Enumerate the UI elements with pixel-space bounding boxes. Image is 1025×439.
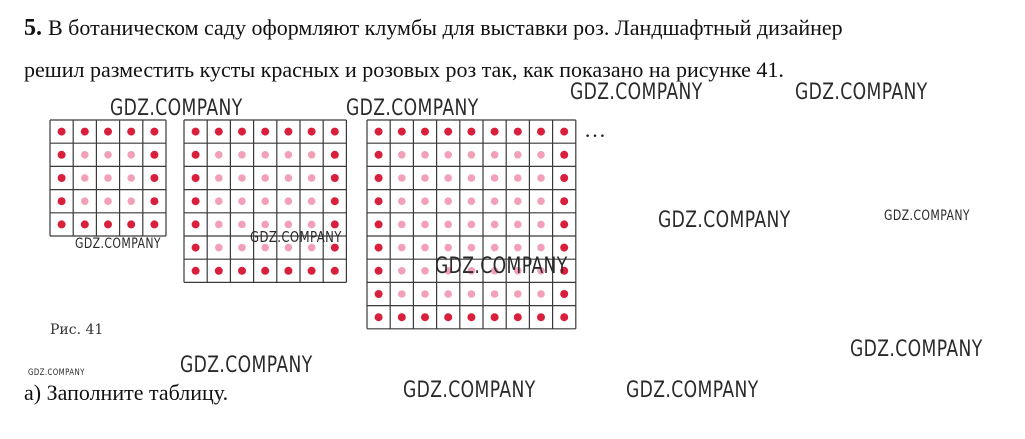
red-rose-dot <box>331 174 339 182</box>
pink-rose-dot <box>104 151 112 159</box>
grid-5x5 <box>50 120 166 236</box>
continuation-ellipsis: … <box>584 117 606 142</box>
red-rose-dot <box>375 174 383 182</box>
red-rose-dot <box>375 290 383 298</box>
red-rose-dot <box>560 290 568 298</box>
problem-number: 5. <box>24 15 42 41</box>
red-rose-dot <box>421 313 429 321</box>
red-rose-dot <box>560 197 568 205</box>
red-rose-dot <box>238 128 246 136</box>
pink-rose-dot <box>421 221 429 229</box>
pink-rose-dot <box>215 197 223 205</box>
red-rose-dot <box>58 128 66 136</box>
problem-text-1: В ботаническом саду оформляют клумбы для выставки роз. Ландшафтный дизайнер <box>48 15 843 40</box>
pink-rose-dot <box>514 151 522 159</box>
pink-rose-dot <box>238 151 246 159</box>
red-rose-dot <box>81 220 89 228</box>
red-rose-dot <box>398 128 406 136</box>
pink-rose-dot <box>514 290 522 298</box>
watermark: GDZ.COMPANY <box>403 378 536 403</box>
red-rose-dot <box>560 128 568 136</box>
red-rose-dot <box>375 244 383 252</box>
red-rose-dot <box>192 220 200 228</box>
pink-rose-dot <box>514 197 522 205</box>
pink-rose-dot <box>421 174 429 182</box>
red-rose-dot <box>150 151 158 159</box>
red-rose-dot <box>150 197 158 205</box>
watermark: GDZ.COMPANY <box>110 96 243 121</box>
pink-rose-dot <box>421 151 429 159</box>
red-rose-dot <box>58 197 66 205</box>
pink-rose-dot <box>398 221 406 229</box>
red-rose-dot <box>375 313 383 321</box>
pink-rose-dot <box>285 197 293 205</box>
pink-rose-dot <box>238 244 246 252</box>
red-rose-dot <box>58 174 66 182</box>
red-rose-dot <box>375 220 383 228</box>
pink-rose-dot <box>127 174 135 182</box>
pink-rose-dot <box>104 174 112 182</box>
red-rose-dot <box>491 313 499 321</box>
pink-rose-dot <box>491 290 499 298</box>
red-rose-dot <box>560 244 568 252</box>
red-rose-dot <box>215 267 223 275</box>
pink-rose-dot <box>514 221 522 229</box>
red-rose-dot <box>560 313 568 321</box>
red-rose-dot <box>560 174 568 182</box>
pink-rose-dot <box>285 174 293 182</box>
watermark: GDZ.COMPANY <box>850 337 983 362</box>
red-rose-dot <box>81 128 89 136</box>
red-rose-dot <box>467 128 475 136</box>
grid-9x9 <box>367 120 576 329</box>
pink-rose-dot <box>468 244 476 252</box>
red-rose-dot <box>308 128 316 136</box>
red-rose-dot <box>192 128 200 136</box>
red-rose-dot <box>58 151 66 159</box>
red-rose-dot <box>467 313 475 321</box>
pink-rose-dot <box>285 151 293 159</box>
pink-rose-dot <box>261 197 269 205</box>
pink-rose-dot <box>215 221 223 229</box>
red-rose-dot <box>192 151 200 159</box>
pink-rose-dot <box>491 197 499 205</box>
watermark: GDZ.COMPANY <box>250 228 342 246</box>
pink-rose-dot <box>81 151 89 159</box>
red-rose-dot <box>261 128 269 136</box>
watermark: GDZ.COMPANY <box>180 353 313 378</box>
red-rose-dot <box>331 128 339 136</box>
red-rose-dot <box>104 128 112 136</box>
pink-rose-dot <box>127 151 135 159</box>
figure-caption: Рис. 41 <box>50 322 104 338</box>
pink-rose-dot <box>104 197 112 205</box>
pink-rose-dot <box>261 151 269 159</box>
pink-rose-dot <box>81 197 89 205</box>
pink-rose-dot <box>308 151 316 159</box>
red-rose-dot <box>421 128 429 136</box>
pink-rose-dot <box>514 174 522 182</box>
pink-rose-dot <box>215 174 223 182</box>
pink-rose-dot <box>421 290 429 298</box>
red-rose-dot <box>284 128 292 136</box>
watermark: GDZ.COMPANY <box>658 208 791 233</box>
pink-rose-dot <box>444 197 452 205</box>
red-rose-dot <box>444 128 452 136</box>
red-rose-dot <box>284 267 292 275</box>
watermark: GDZ.COMPANY <box>435 254 568 279</box>
red-rose-dot <box>560 151 568 159</box>
pink-rose-dot <box>421 197 429 205</box>
pink-rose-dot <box>537 174 545 182</box>
pink-rose-dot <box>468 290 476 298</box>
red-rose-dot <box>127 128 135 136</box>
red-rose-dot <box>375 151 383 159</box>
pink-rose-dot <box>421 244 429 252</box>
pink-rose-dot <box>398 290 406 298</box>
pink-rose-dot <box>215 244 223 252</box>
pink-rose-dot <box>537 221 545 229</box>
red-rose-dot <box>192 197 200 205</box>
watermark: GDZ.COMPANY <box>626 378 759 403</box>
pink-rose-dot <box>468 174 476 182</box>
pink-rose-dot <box>468 151 476 159</box>
pink-rose-dot <box>308 174 316 182</box>
red-rose-dot <box>491 128 499 136</box>
grid-7x7 <box>184 120 346 282</box>
watermark: GDZ.COMPANY <box>346 96 479 121</box>
red-rose-dot <box>514 313 522 321</box>
red-rose-dot <box>331 151 339 159</box>
red-rose-dot <box>192 267 200 275</box>
pink-rose-dot <box>308 197 316 205</box>
red-rose-dot <box>331 267 339 275</box>
pink-rose-dot <box>444 290 452 298</box>
red-rose-dot <box>192 244 200 252</box>
pink-rose-dot <box>81 174 89 182</box>
watermark: GDZ.COMPANY <box>75 236 161 252</box>
red-rose-dot <box>215 128 223 136</box>
pink-rose-dot <box>398 267 406 275</box>
watermark: GDZ.COMPANY <box>28 368 85 378</box>
pink-rose-dot <box>398 174 406 182</box>
red-rose-dot <box>127 220 135 228</box>
pink-rose-dot <box>238 197 246 205</box>
red-rose-dot <box>537 313 545 321</box>
pink-rose-dot <box>537 151 545 159</box>
pink-rose-dot <box>537 244 545 252</box>
pink-rose-dot <box>261 174 269 182</box>
red-rose-dot <box>537 128 545 136</box>
pink-rose-dot <box>444 244 452 252</box>
pink-rose-dot <box>514 244 522 252</box>
red-rose-dot <box>192 174 200 182</box>
pink-rose-dot <box>398 244 406 252</box>
red-rose-dot <box>375 197 383 205</box>
red-rose-dot <box>104 220 112 228</box>
red-rose-dot <box>238 267 246 275</box>
red-rose-dot <box>308 267 316 275</box>
pink-rose-dot <box>444 221 452 229</box>
pink-rose-dot <box>444 174 452 182</box>
watermark: GDZ.COMPANY <box>570 80 703 105</box>
red-rose-dot <box>150 128 158 136</box>
red-rose-dot <box>375 128 383 136</box>
pink-rose-dot <box>537 197 545 205</box>
pink-rose-dot <box>468 221 476 229</box>
red-rose-dot <box>514 128 522 136</box>
pink-rose-dot <box>491 221 499 229</box>
pink-rose-dot <box>444 151 452 159</box>
pink-rose-dot <box>491 174 499 182</box>
pink-rose-dot <box>215 151 223 159</box>
red-rose-dot <box>150 220 158 228</box>
pink-rose-dot <box>398 197 406 205</box>
pink-rose-dot <box>491 151 499 159</box>
task-a: а) Заполните таблицу. <box>24 380 229 405</box>
rose-grids <box>50 120 576 329</box>
pink-rose-dot <box>537 290 545 298</box>
pink-rose-dot <box>127 197 135 205</box>
red-rose-dot <box>444 313 452 321</box>
problem-line-2: решил разместить кусты красных и розовых роз так, как показано на рисунке 41. <box>24 57 784 82</box>
watermark: GDZ.COMPANY <box>795 80 928 105</box>
red-rose-dot <box>58 220 66 228</box>
pink-rose-dot <box>238 221 246 229</box>
red-rose-dot <box>398 313 406 321</box>
red-rose-dot <box>375 267 383 275</box>
pink-rose-dot <box>238 174 246 182</box>
red-rose-dot <box>261 267 269 275</box>
pink-rose-dot <box>421 267 429 275</box>
watermark: GDZ.COMPANY <box>884 208 970 224</box>
red-rose-dot <box>150 174 158 182</box>
red-rose-dot <box>560 220 568 228</box>
pink-rose-dot <box>398 151 406 159</box>
red-rose-dot <box>331 197 339 205</box>
pink-rose-dot <box>491 244 499 252</box>
pink-rose-dot <box>468 197 476 205</box>
